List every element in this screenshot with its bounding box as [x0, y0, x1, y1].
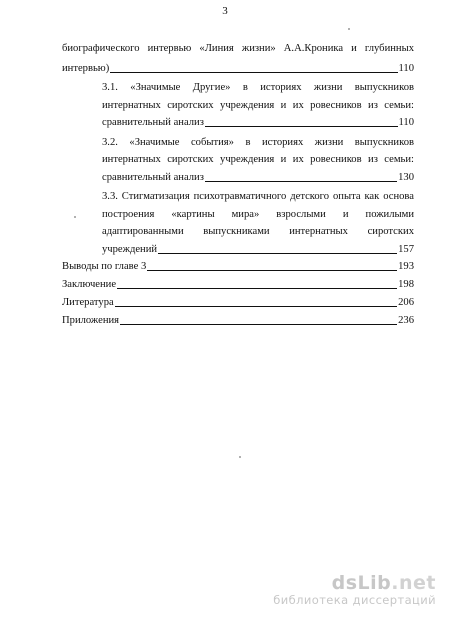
toc-3-2-line1: 3.2. «Значимые события» в историях жизни выпускников — [102, 137, 414, 148]
toc-literature-label: Литература — [62, 297, 114, 308]
toc-3-2-text: сравнительный анализ — [102, 172, 204, 183]
dotted-leader — [205, 180, 397, 182]
toc-appendices-label: Приложения — [62, 315, 120, 326]
toc-3-3-line3: адаптированными выпускниками интернатных сиротских — [102, 226, 414, 237]
toc-3-1-line2: интернатных сиротских учреждения и их ровесников из семьи: — [102, 100, 414, 111]
watermark-subtitle: библиотека диссертаций — [273, 593, 436, 607]
toc-literature[interactable] — [62, 296, 414, 310]
toc-page-number: 110 — [398, 117, 414, 128]
toc-page-number: 236 — [398, 315, 414, 326]
toc-3-3-line1: 3.3. Стигматизация психотравматичного детского опыта как основа — [102, 191, 414, 202]
toc-page-number: 206 — [398, 297, 414, 308]
toc-page-number: 157 — [398, 244, 414, 255]
toc-3-2-line3[interactable] — [102, 171, 414, 185]
dotted-leader — [120, 323, 397, 325]
watermark-logo — [273, 572, 436, 594]
watermark-logo-main: dsLib — [331, 572, 392, 594]
dotted-leader — [110, 71, 397, 73]
toc-conclusions-ch3[interactable] — [62, 260, 414, 274]
dotted-leader — [115, 305, 397, 307]
watermark-logo-suffix: .net — [391, 572, 436, 594]
toc-3-3-line2: построения «картины мира» взрослыми и пожилыми — [102, 209, 414, 220]
toc-page-number: 198 — [398, 279, 414, 290]
toc-intro-line1: биографического интервью «Линия жизни» А.А.Кроника и глубинных — [62, 43, 414, 54]
toc-conclusion[interactable] — [62, 278, 414, 292]
toc-3-1-line1: 3.1. «Значимые Другие» в историях жизни выпускников — [102, 82, 414, 93]
toc-page-number: 193 — [398, 261, 414, 272]
toc-conclusion-label: Заключение — [62, 279, 117, 290]
watermark — [273, 572, 436, 607]
dotted-leader — [205, 125, 398, 127]
toc-conclusions-ch3-label: Выводы по главе 3 — [62, 261, 147, 272]
scan-speck — [74, 216, 76, 218]
toc-3-3-line4[interactable] — [102, 243, 414, 257]
dotted-leader — [117, 287, 397, 289]
toc-3-1-text: сравнительный анализ — [102, 117, 204, 128]
toc-intro-line2[interactable] — [62, 62, 414, 76]
scan-speck — [348, 28, 350, 30]
toc-3-1-line3[interactable] — [102, 116, 414, 130]
toc-3-3-text: учреждений — [102, 244, 158, 255]
toc-page-number: 110 — [398, 63, 414, 74]
toc-page-number: 130 — [398, 172, 414, 183]
dotted-leader — [147, 269, 397, 271]
dotted-leader — [158, 252, 397, 254]
toc-appendices[interactable] — [62, 314, 414, 328]
toc-intro-text: интервью) — [62, 63, 110, 74]
scan-speck — [239, 456, 241, 458]
toc-3-2-line2: интернатных сиротских учреждения и их ровесников из семьи: — [102, 154, 414, 165]
page-number: 3 — [222, 5, 228, 17]
